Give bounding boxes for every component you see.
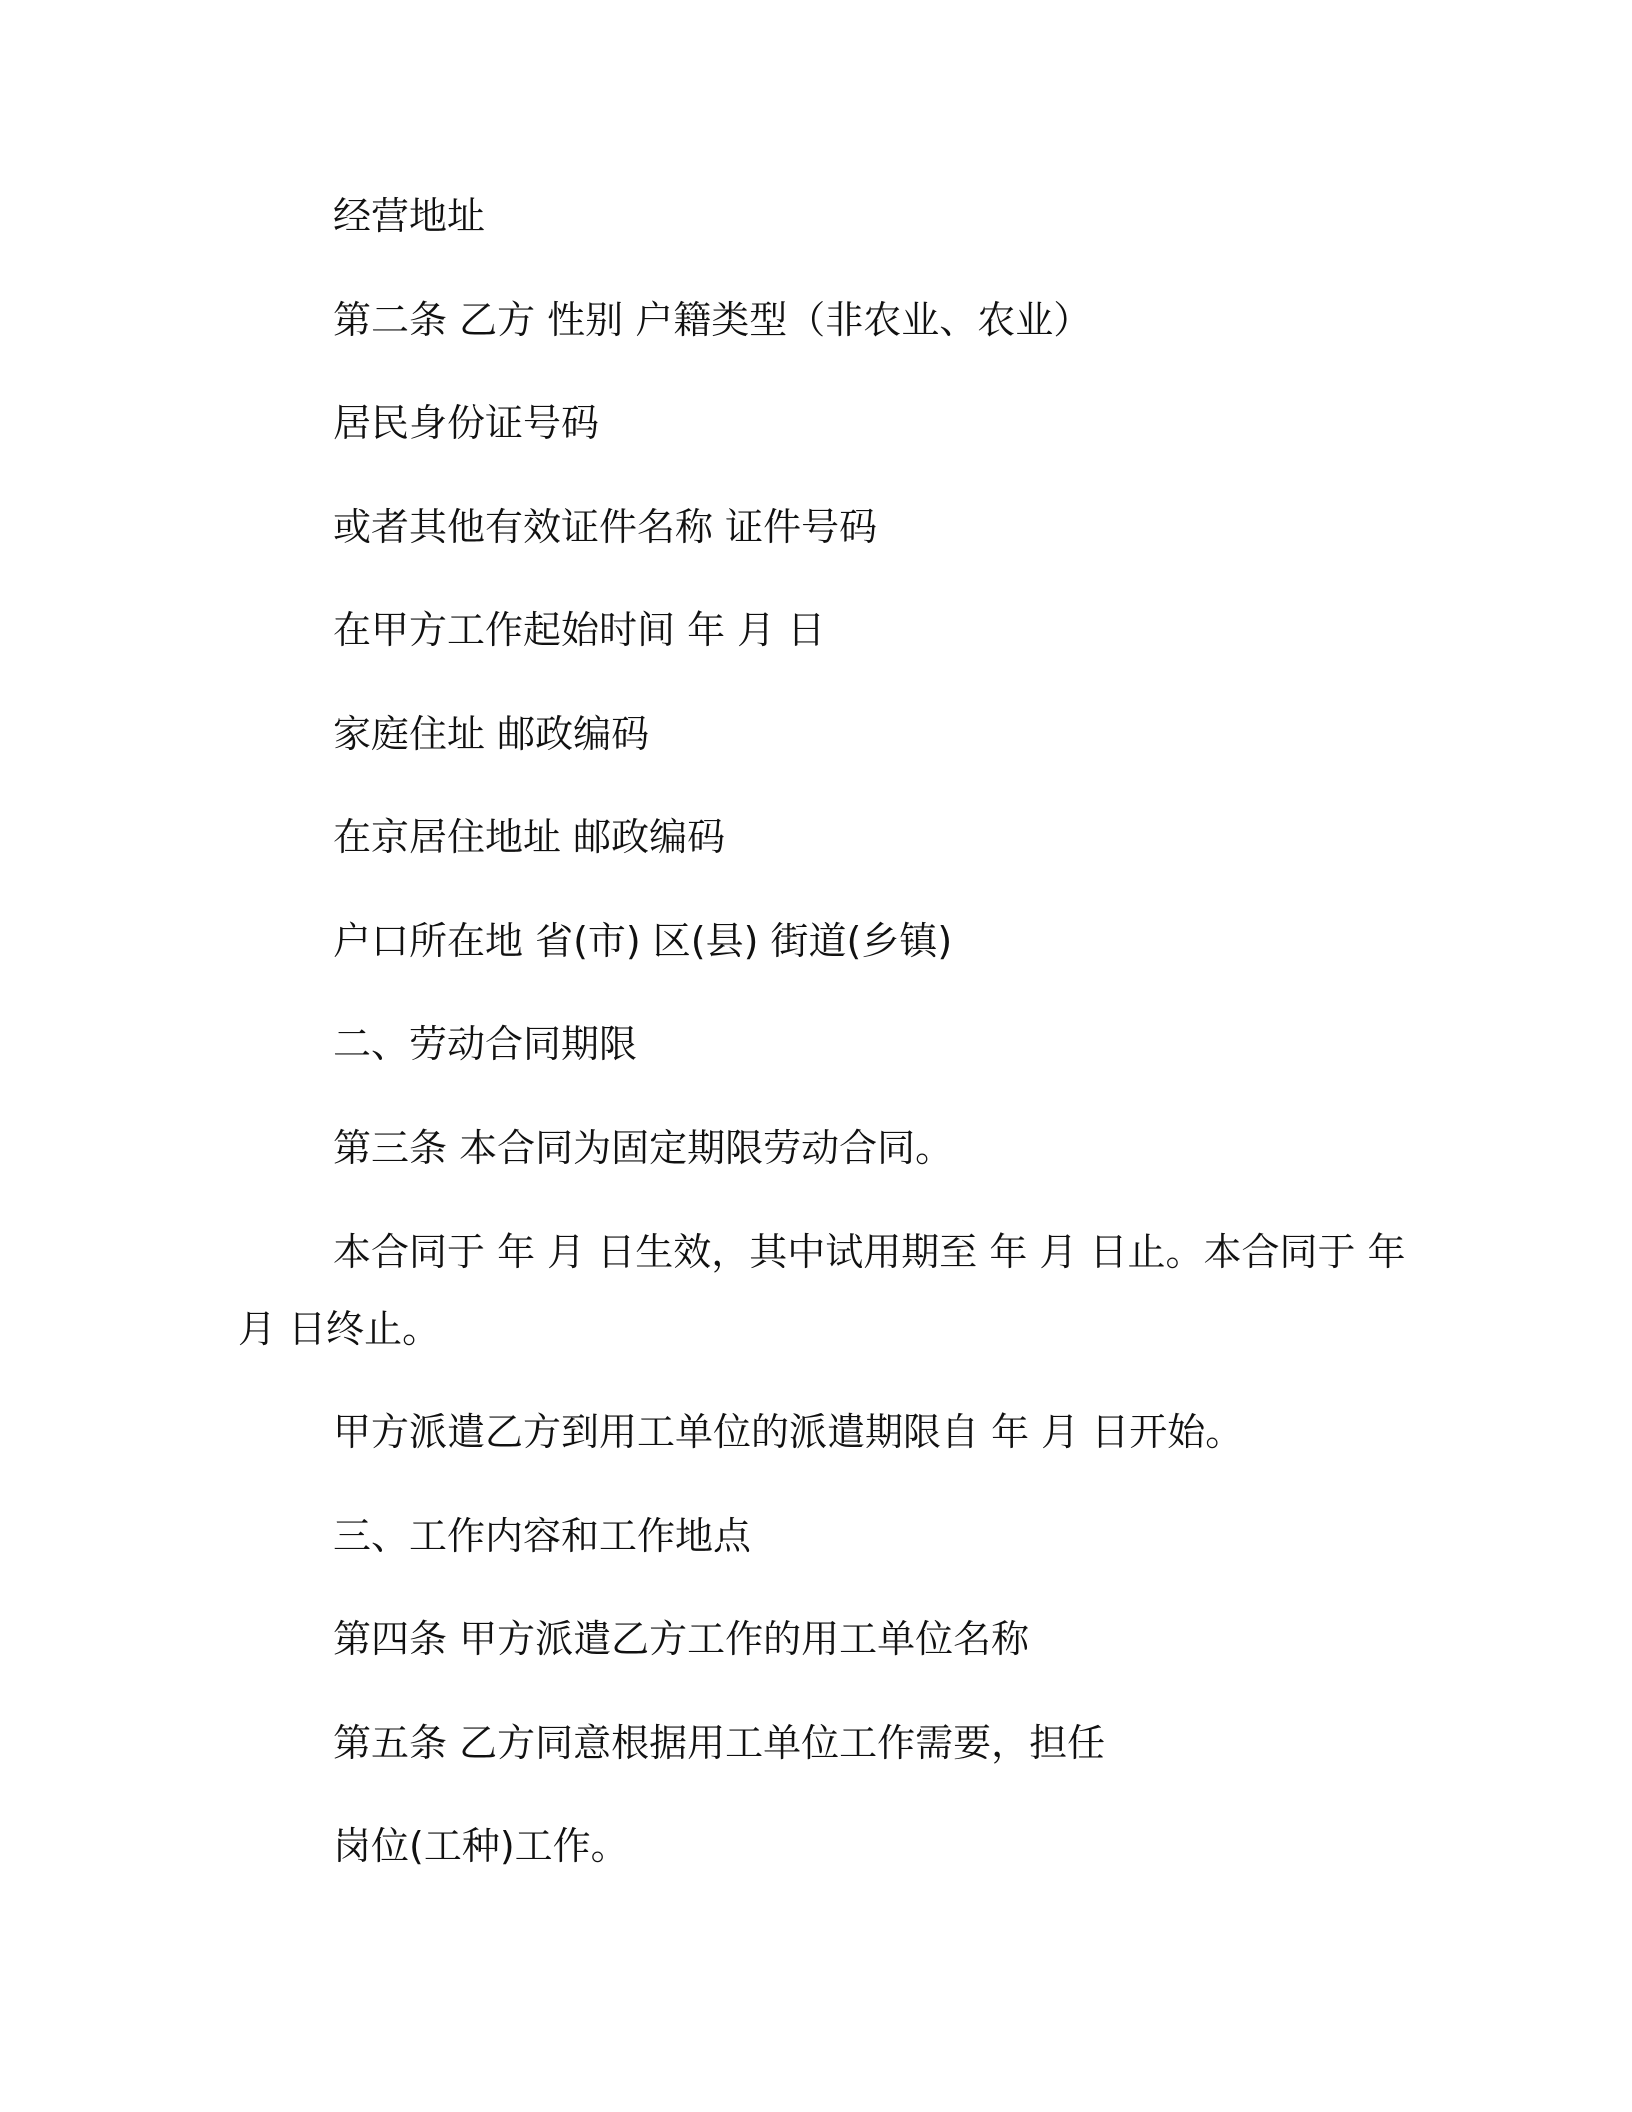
beijing-address-line: 在京居住地址 邮政编码	[333, 815, 726, 859]
contract-effective-line: 本合同于 年 月 日生效，其中试用期至 年 月 日止。本合同于 年	[333, 1230, 1406, 1274]
article-4-line: 第四条 甲方派遣乙方工作的用工单位名称	[333, 1617, 1030, 1661]
other-id-line: 或者其他有效证件名称 证件号码	[333, 505, 878, 549]
business-address-line: 经营地址	[333, 194, 486, 238]
dispatch-period-line: 甲方派遣乙方到用工单位的派遣期限自 年 月 日开始。	[333, 1410, 1244, 1454]
id-number-line: 居民身份证号码	[333, 401, 600, 445]
section-3-heading: 三、工作内容和工作地点	[333, 1514, 752, 1558]
section-2-heading: 二、劳动合同期限	[333, 1022, 638, 1066]
home-address-line: 家庭住址 邮政编码	[333, 712, 650, 756]
start-date-line: 在甲方工作起始时间 年 月 日	[333, 608, 826, 652]
household-registration-line: 户口所在地 省(市) 区(县) 街道(乡镇)	[333, 919, 953, 963]
article-5-line: 第五条 乙方同意根据用工单位工作需要，担任	[333, 1721, 1106, 1765]
article-3-line: 第三条 本合同为固定期限劳动合同。	[333, 1126, 954, 1170]
contract-termination-line: 月 日终止。	[238, 1307, 441, 1351]
position-line: 岗位(工种)工作。	[333, 1824, 629, 1868]
article-2-line: 第二条 乙方 性别 户籍类型（非农业、农业）	[333, 298, 1092, 342]
